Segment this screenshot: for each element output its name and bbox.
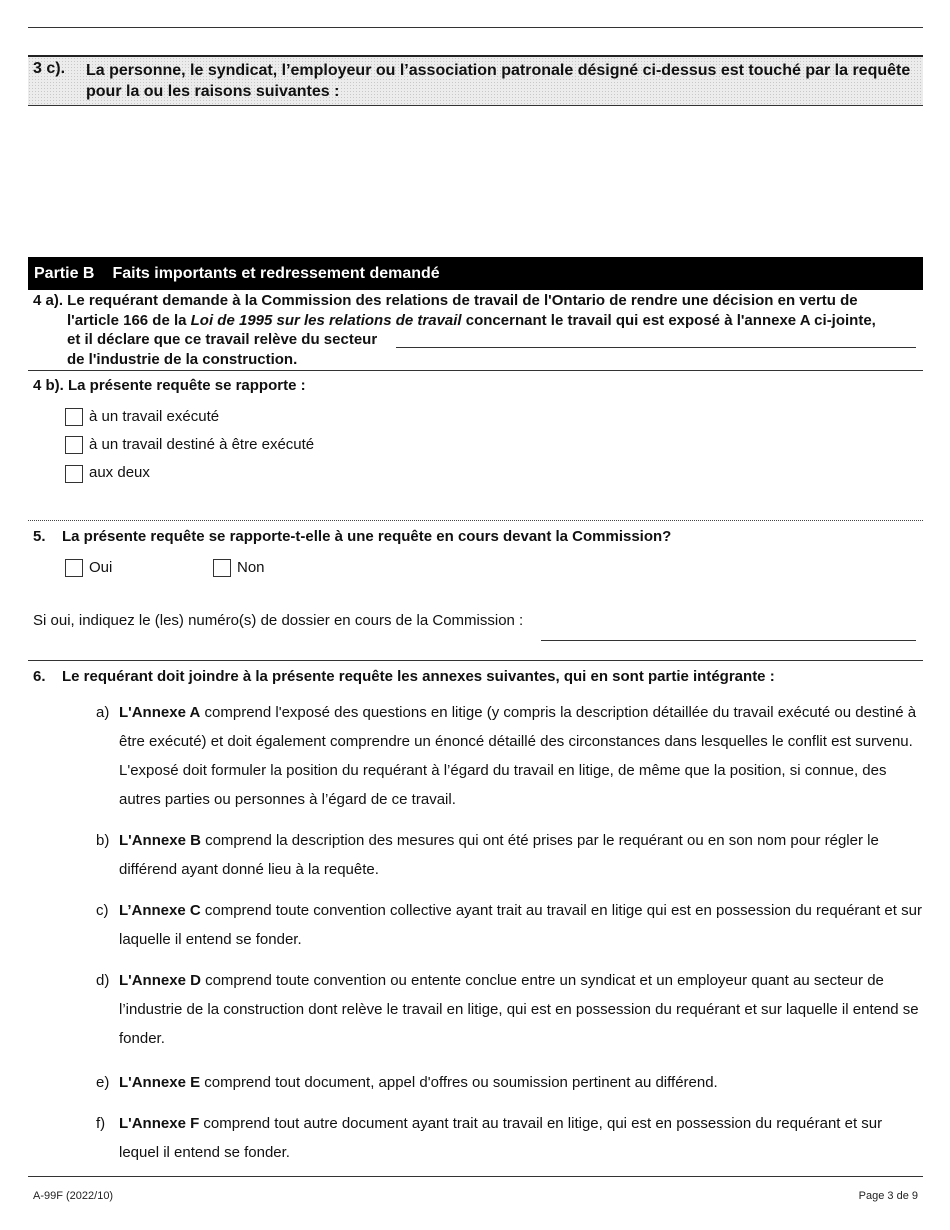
bottom-rule [28, 1176, 923, 1177]
annex-b-label: L'Annexe B [119, 832, 201, 849]
q4a-line2-pre: l'article 166 de la [67, 311, 191, 329]
option-work-to-be-performed: à un travail destiné à être exécuté [89, 436, 315, 453]
part-b-header [28, 257, 923, 290]
question-6: Le requérant doit joindre à la présente requête les annexes suivantes, qui en sont partie intégrante : [62, 668, 775, 685]
q4a-line1: 4 a). Le requérant demande à la Commission des relations de travail de l'Ontario de rendre une décision en vertu de [33, 292, 858, 309]
annex-c-item [96, 896, 922, 954]
section-3c-text: La personne, le syndicat, l’employeur ou l’association patronale désigné ci-dessus est touché par la requête pour la ou les raisons suivantes : [86, 62, 911, 100]
page-number: Page 3 de 9 [858, 1190, 918, 1202]
annex-f-item [96, 1109, 922, 1167]
annex-c-letter: c) [96, 902, 109, 919]
rule-before-6 [28, 660, 923, 661]
question-5-number: 5. [33, 528, 46, 545]
annex-a-letter: a) [96, 704, 110, 721]
annex-b-letter: b) [96, 832, 110, 849]
part-b-label: Partie B [34, 265, 95, 282]
q4a-line4: de l'industrie de la construction. [67, 350, 298, 368]
top-rule [28, 27, 923, 28]
question-6-number: 6. [33, 668, 46, 685]
annex-e-letter: e) [96, 1074, 110, 1091]
rule-after-4a [28, 370, 923, 371]
annex-c-text: comprend toute convention collective ayant trait au travail en litige qui est en possession du requérant et sur laquelle il entend se fonder. [119, 902, 922, 948]
if-yes-instruction: Si oui, indiquez le (les) numéro(s) de dossier en cours de la Commission : [33, 612, 524, 629]
annex-d-label: L'Annexe D [119, 972, 201, 989]
question-4a [33, 291, 918, 369]
annex-d-letter: d) [96, 972, 110, 989]
annex-e-item [96, 1068, 922, 1097]
annex-a-text: comprend l'exposé des questions en litige (y compris la description détaillée du travail exécuté ou destiné à être exécuté) et doit également comprendre un énoncé détaillé des circonstances dans lesquelles le conflit est survenu. L'exposé doit formuler la position du requérant à l’égard du travail en litige, de même que la position, si connue, des autres parties ou personnes à l’égard de ce travail. [119, 704, 917, 808]
checkbox-work-performed[interactable] [65, 408, 83, 426]
sector-input[interactable] [396, 347, 916, 348]
checkbox-yes[interactable] [65, 559, 83, 577]
annex-a-item [96, 698, 922, 814]
option-yes: Oui [89, 559, 113, 576]
annex-d-item [96, 966, 922, 1053]
section-3c-number: 3 c). [33, 60, 66, 77]
annex-f-label: L'Annexe F [119, 1115, 200, 1132]
question-4b: 4 b). La présente requête se rapporte : [33, 377, 306, 394]
question-5: La présente requête se rapporte-t-elle à une requête en cours devant la Commission? [62, 528, 672, 545]
form-code: A-99F (2022/10) [33, 1190, 114, 1202]
option-no: Non [237, 559, 265, 576]
q4a-law-title: Loi de 1995 sur les relations de travail [190, 311, 462, 329]
checkbox-both[interactable] [65, 465, 83, 483]
annex-e-label: L'Annexe E [119, 1074, 201, 1091]
annex-d-text: comprend toute convention ou entente conclue entre un syndicat et un employeur quant au secteur de l’industrie de la construction dont relève le travail en litige, qui est en possession du requérant et sur laquelle il entend se fonder. [119, 972, 919, 1047]
annex-b-item [96, 826, 922, 884]
annex-b-text: comprend la description des mesures qui ont été prises par le requérant ou en son nom pour régler le différend ayant donné lieu à la requête. [119, 832, 879, 878]
section-3c-answer-area[interactable] [28, 107, 923, 255]
checkbox-work-to-be-performed[interactable] [65, 436, 83, 454]
rule-after-4b [28, 520, 923, 521]
file-number-input[interactable] [541, 640, 916, 641]
q4a-line3: et il déclare que ce travail relève du secteur [67, 331, 378, 348]
annex-c-label: L’Annexe C [119, 902, 201, 919]
checkbox-no[interactable] [213, 559, 231, 577]
annex-f-text: comprend tout autre document ayant trait au travail en litige, qui est en possession du requérant et sur lequel il entend se fonder. [119, 1115, 883, 1161]
part-b-title: Faits importants et redressement demandé [112, 265, 440, 282]
option-work-performed: à un travail exécuté [89, 408, 220, 425]
annex-a-label: L'Annexe A [119, 704, 201, 721]
annex-f-letter: f) [96, 1115, 106, 1132]
option-both: aux deux [89, 464, 150, 481]
annex-e-text: comprend tout document, appel d'offres ou soumission pertinent au différend. [200, 1074, 718, 1091]
q4a-line2-post: concernant le travail qui est exposé à l'annexe A ci-jointe, [461, 311, 876, 329]
